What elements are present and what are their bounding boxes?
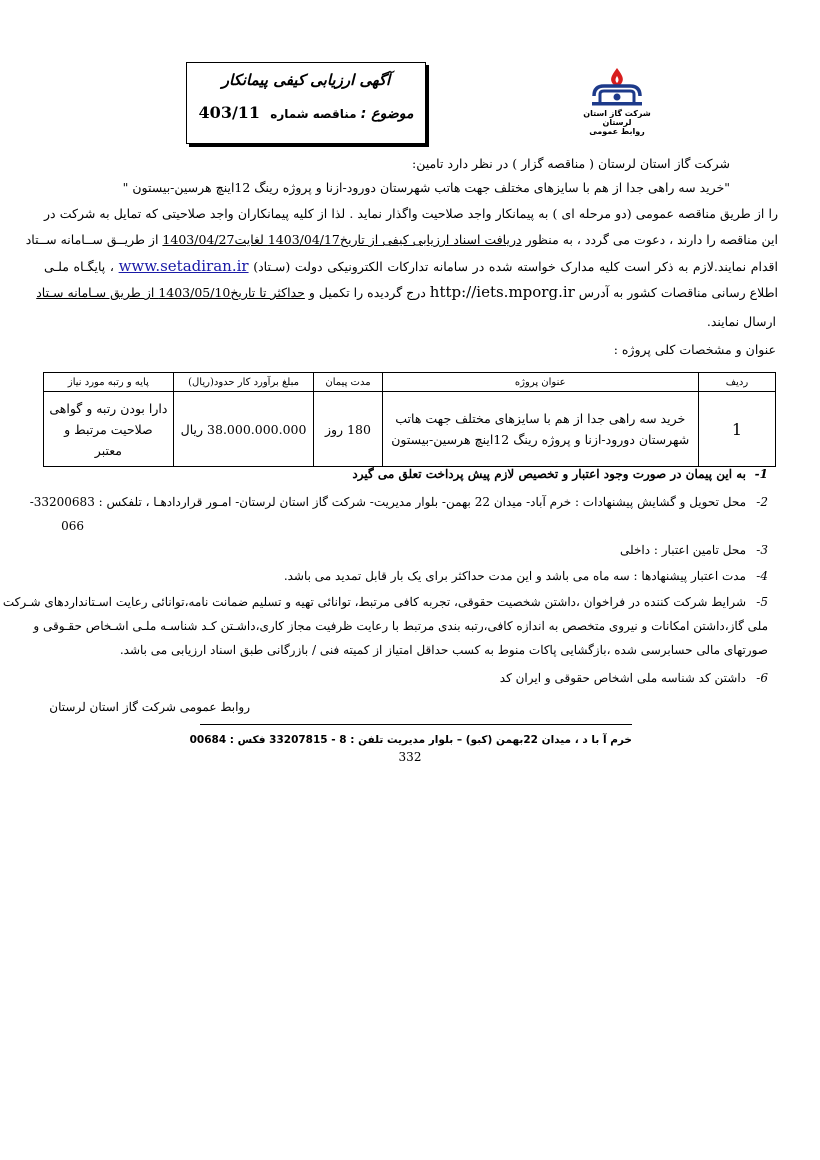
list-item-number: 5- <box>756 595 768 609</box>
list-item-text: به این پیمان در صورت وجود اعتبار و تخصیص لازم پیش پرداخت تعلق می گیرد <box>352 467 746 481</box>
list-item <box>52 568 768 584</box>
list-item-number: 6- <box>756 671 768 685</box>
list-item <box>52 466 768 482</box>
cell-row-number: 1 <box>698 392 775 467</box>
cell-required-grade-line-3: معتبر <box>94 442 122 458</box>
intro-line-3: را از طریق مناقصه عمومی (دو مرحله ای ) به پیمانکار واجد صلاحیت واگذار نماید . لذا از کلیه پیمانکاران واجد صلاحیتی که تمایل به شرکت در <box>44 206 778 221</box>
intro-line-5 <box>44 258 778 275</box>
logo-department: روابط عمومی <box>589 127 645 136</box>
tender-line <box>187 103 425 122</box>
intro-line-2: "خرید سه راهی جدا از هم با سایزهای مختلف جهت هاتب شهرستان دورود-ازنا و پروژه رینگ 12اینچ هرسین-بیستون " <box>122 180 730 195</box>
table-row <box>44 392 776 467</box>
cell-estimated-cost: 38.000.000.000 ریال <box>173 392 314 467</box>
header-required-grade: پایه و رتبه مورد نیاز <box>44 373 174 392</box>
list-item-number: 4- <box>756 569 768 583</box>
intro-line-6-b: درج گردیده را تکمیل و <box>308 285 426 300</box>
list-item-number: 1- <box>754 467 768 481</box>
footer-divider <box>200 724 632 725</box>
table-header-row <box>44 373 776 392</box>
document-receipt-dates: دریافت اسناد ارزیابی کیفی از تاریخ1403/04/17 لغایت1403/04/27 <box>162 232 522 247</box>
list-item <box>52 670 768 686</box>
intro-line-6 <box>36 283 778 301</box>
intro-line-4 <box>25 232 778 248</box>
cell-project-title <box>382 392 698 467</box>
project-spec-heading: عنوان و مشخصات کلی پروژه : <box>613 342 776 357</box>
header-estimated-cost: مبلغ برآورد کار حدود(ریال) <box>173 373 314 392</box>
list-item-text: محل تحویل و گشایش پیشنهادات : خرم آباد- میدان 22 بهمن- بلوار مدیریت- شرکت گاز استان لرستان- امـور قراردادهـا ، تلفکس : 33200683- <box>29 495 746 509</box>
cell-project-title-line-1: خرید سه راهی جدا از هم با سایزهای مختلف جهت هاتب <box>395 411 686 426</box>
logo-company-name: شرکت گاز استان لرستان <box>583 109 651 127</box>
list-item <box>29 494 768 534</box>
cell-required-grade-line-2: صلاحیت مرتبط و <box>64 421 153 437</box>
title-box <box>186 62 426 144</box>
intro-line-5-a: اقدام نمایند.لازم به ذکر است کلیه مدارک خواسته شده در سامانه تدارکات الکترونیکی دولت (سـتاد) <box>253 259 779 274</box>
header-duration: مدت پیمان <box>314 373 382 392</box>
cell-required-grade <box>44 392 174 467</box>
list-item-number: 2- <box>756 495 768 509</box>
list-item-text: محل تامین اعتبار : داخلی <box>620 543 746 557</box>
company-logo <box>572 66 662 136</box>
setadiran-link[interactable]: www.setadiran.ir <box>118 257 249 275</box>
project-table <box>43 372 776 467</box>
header-project-title: عنوان پروژه <box>382 373 698 392</box>
tender-label: مناقصه شماره <box>270 107 357 121</box>
intro-line-4-a: این مناقصه را دارند ، دعوت می گردد ، به منظور <box>525 232 778 247</box>
list-item-text-continued: صورتهای مالی حسابرسی شده ،بازگشایی پاکات منوط به کسب حداقل امتیاز از کمیته فنی / بازرگانی طبق اسناد ارزیابی می باشد. <box>119 643 768 657</box>
footer-address: خرم آ با د ، میدان 22بهمن (کبو) – بلوار مدیریت تلفن : 8 - 33207815 فکس : 00684 <box>189 734 632 746</box>
notice-title: آگهی ارزیابی کیفی پیمانکار <box>221 71 391 89</box>
intro-line-7: ارسال نمایند. <box>706 314 776 329</box>
list-item-text-continued: ملی گاز،داشتن امکانات و نیروی متخصص به اندازه کافی،رتبه بندی مرتبط با رعایت ظرفیت مجاز کاری،داشـتن کـد شناسـه ملـی اشـخاص حقـوقی و <box>33 619 768 633</box>
intro-line-4-c: از طریــق ســامانه ســتاد <box>25 232 159 247</box>
tender-number: 403/11 <box>198 103 261 122</box>
cell-required-grade-line-1: دارا بودن رتبه و گواهی <box>49 400 168 416</box>
subject-label: موضوع : <box>360 106 414 122</box>
intro-line-5-b: ، پایگـاه ملـی <box>44 259 114 274</box>
list-item-text: داشتن کد شناسه ملی اشخاص حقوقی و ایران کد <box>499 671 746 685</box>
header-row-number: ردیف <box>698 373 775 392</box>
cell-project-title-line-2: شهرستان دورود-ازنا و پروژه رینگ 12اینچ هرسین-بیستون <box>391 432 690 447</box>
list-item-text: شرایط شرکت کننده در فراخوان ،داشتن شخصیت حقوقی، تجربه کافی مرتبط، توانائی تهیه و تسلیم ضمانت نامه،توانائی رعایت اسـتانداردهای شـرکت <box>2 595 746 609</box>
gas-company-emblem-icon <box>586 66 648 108</box>
iets-link[interactable]: http://iets.mporg.ir <box>429 283 575 301</box>
list-item-number: 3- <box>756 543 768 557</box>
list-item <box>2 594 768 660</box>
list-item <box>52 542 768 558</box>
page-number: 332 <box>398 750 422 764</box>
list-item-text-continued: 066 <box>61 519 84 533</box>
list-item-text: مدت اعتبار پیشنهادها : سه ماه می باشد و این مدت حداکثر برای یک بار قابل تمدید می باشد. <box>283 569 746 583</box>
signature: روابط عمومی شرکت گاز استان لرستان <box>49 700 250 714</box>
intro-line-6-a: اطلاع رسانی مناقصات کشور به آدرس <box>578 285 778 300</box>
intro-line-1: شرکت گاز استان لرستان ( مناقصه گزار ) در نظر دارد تامین: <box>411 156 730 171</box>
cell-duration: 180 روز <box>314 392 382 467</box>
submission-deadline: حداکثر تا تاریخ1403/05/10 از طریق سـامانه سـتاد <box>36 285 305 300</box>
